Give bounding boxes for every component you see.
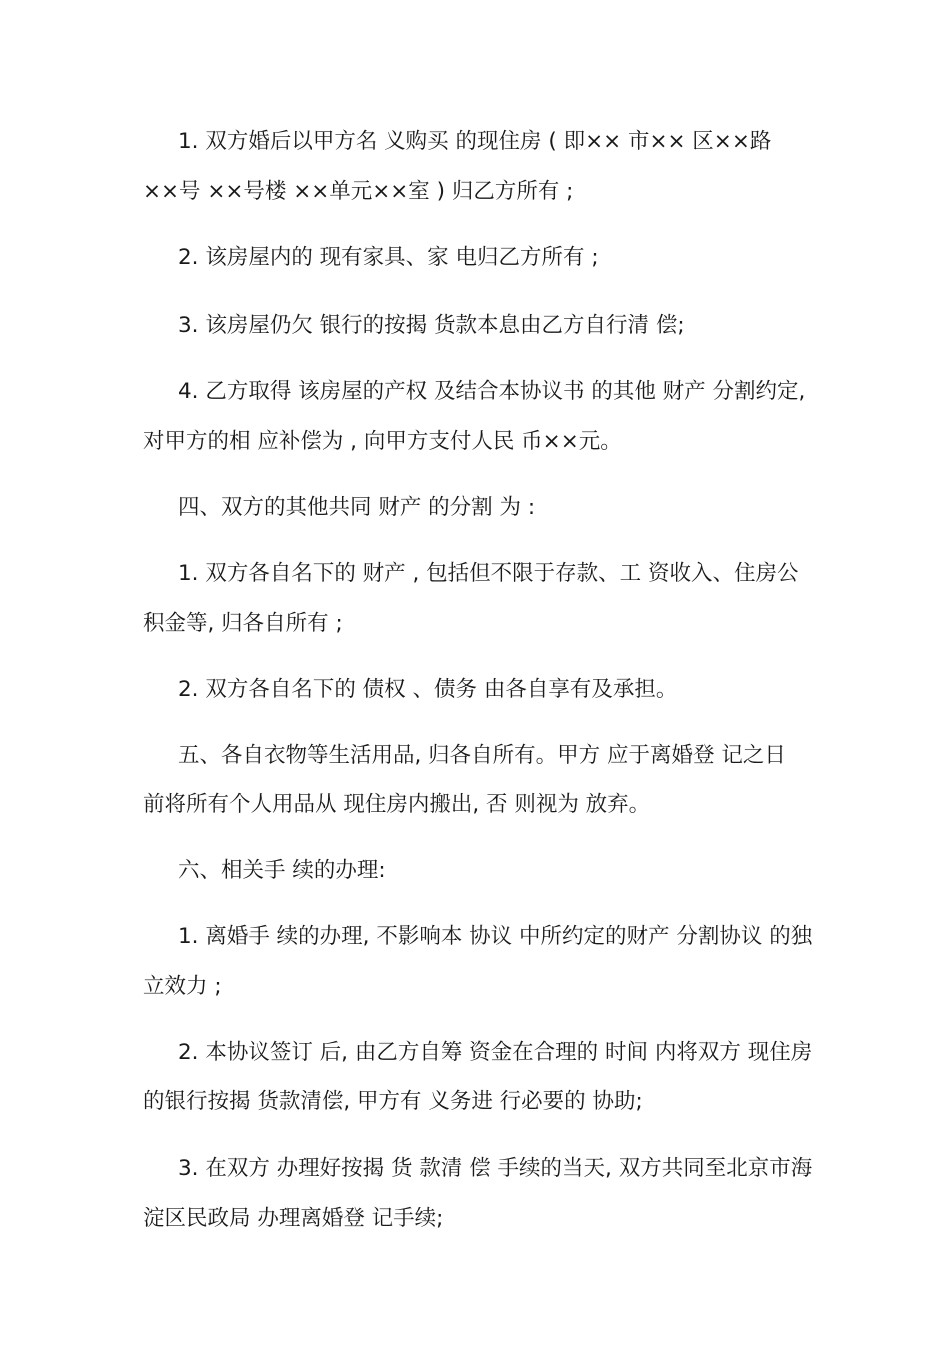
section-heading: 四、双方的其他共同 财产 的分割 为 : (178, 495, 536, 520)
paragraph-line: 2. 双方各自名下的 债权 、债务 由各自享有及承担。 (178, 677, 678, 702)
paragraph-line: 1. 双方婚后以甲方名 义购买 的现住房 ( 即×× 市×× 区××路 (178, 129, 772, 154)
paragraph-line: 立效力 ; (143, 974, 222, 999)
paragraph-line: 1. 双方各自名下的 财产 , 包括但不限于存款、工 资收入、住房公 (178, 561, 799, 586)
paragraph-line: 3. 在双方 办理好按揭 货 款清 偿 手续的当天, 双方共同至北京市海 (178, 1156, 813, 1181)
paragraph-line: 淀区民政局 办理离婚登 记手续; (143, 1206, 444, 1231)
paragraph-line: 的银行按揭 货款清偿, 甲方有 义务进 行必要的 协助; (143, 1089, 643, 1114)
section-heading: 五、各自衣物等生活用品, 归各自所有。甲方 应于离婚登 记之日 (178, 743, 786, 768)
paragraph-line: 积金等, 归各自所有 ; (143, 611, 343, 636)
paragraph-line: ××号 ××号楼 ××单元××室 ) 归乙方所有 ; (143, 179, 574, 204)
section-heading: 六、相关手 续的办理: (178, 858, 386, 883)
paragraph-line: 2. 本协议签订 后, 由乙方自筹 资金在合理的 时间 内将双方 现住房 (178, 1040, 813, 1065)
paragraph-line: 2. 该房屋内的 现有家具、家 电归乙方所有 ; (178, 245, 599, 270)
paragraph-line: 对甲方的相 应补偿为 , 向甲方支付人民 币××元。 (143, 429, 622, 454)
paragraph-line: 前将所有个人用品从 现住房内搬出, 否 则视为 放弃。 (143, 792, 651, 817)
paragraph-line: 3. 该房屋仍欠 银行的按揭 货款本息由乙方自行清 偿; (178, 313, 685, 338)
paragraph-line: 4. 乙方取得 该房屋的产权 及结合本协议书 的其他 财产 分割约定, (178, 379, 806, 404)
paragraph-line: 1. 离婚手 续的办理, 不影响本 协议 中所约定的财产 分割协议 的独 (178, 924, 813, 949)
